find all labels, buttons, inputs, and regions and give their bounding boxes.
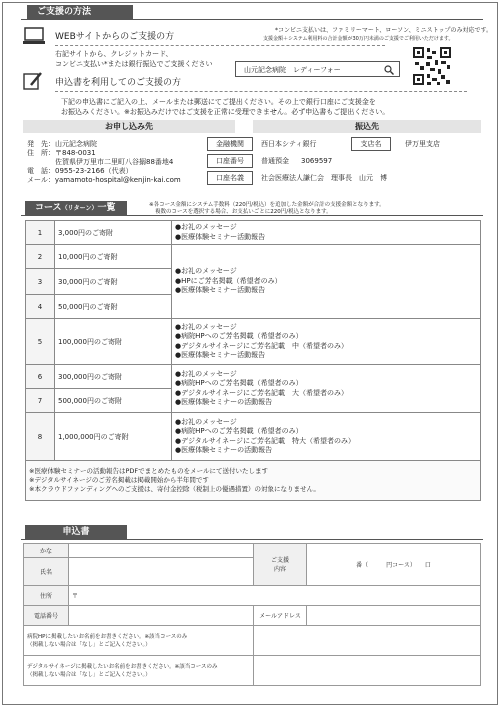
bank-label: 金融機関 xyxy=(207,137,253,151)
qr-code[interactable] xyxy=(413,47,451,85)
benefit-item: ●デジタルサイネージにご芳名記載 中（希望者のみ） xyxy=(175,341,348,350)
course-benefits xyxy=(172,319,481,365)
course-number: 8 xyxy=(26,413,55,461)
course-benefits xyxy=(172,413,481,461)
form-heading: 申込書を利用してのご支援の方 xyxy=(55,78,182,88)
footnote: ※本クラウドファンディングへのご支援は、寄付金控除（税制上の優遇措置）の対象になりません。 xyxy=(29,485,320,493)
search-icon xyxy=(384,65,394,75)
footnote-row xyxy=(26,461,481,501)
account-holder: 社会医療法人謙仁会 理事長 山元 博 xyxy=(261,174,387,182)
benefit-item: ●病院HPへのご芳名掲載（希望者のみ） xyxy=(175,379,303,387)
kana-input[interactable] xyxy=(69,544,254,558)
postal-mark: 〒 xyxy=(72,593,79,600)
holder-label: 口座名義 xyxy=(207,171,253,185)
account-label: 口座番号 xyxy=(207,154,253,168)
course-row xyxy=(26,365,481,389)
course-amount: 30,000円のご寄附 xyxy=(55,269,172,295)
address-label: 住所 xyxy=(24,586,69,606)
phone-number: 0955-23-2166（代表） xyxy=(55,167,133,175)
course-amount: 1,000,000円のご寄附 xyxy=(55,413,172,461)
course-table xyxy=(25,220,481,501)
course-number: 1 xyxy=(26,221,55,245)
course-row xyxy=(26,319,481,365)
courses-note-1: ※各コース金額にシステム手数料（220円/税込）を追加した金額が合計の支援金額となります。 xyxy=(149,202,385,208)
course-benefits xyxy=(172,221,481,245)
course-number: 3 xyxy=(26,269,55,295)
street-address: 佐賀県伊万里市二里町八谷搦88番地4 xyxy=(55,158,174,166)
apply-to-title: お申し込み先 xyxy=(23,120,235,133)
benefit-item: ●お礼のメッセージ xyxy=(175,369,237,378)
postal-code: 〒848-0031 xyxy=(55,149,96,157)
course-number: 6 xyxy=(26,365,55,389)
course-amount: 50,000円のご寄附 xyxy=(55,295,172,319)
computer-icon xyxy=(23,27,45,45)
course-amount: 10,000円のご寄附 xyxy=(55,245,172,269)
application-title: 申込書 xyxy=(25,525,127,539)
hp-name-text-2: （掲載しない場合は「なし」とご記入ください。） xyxy=(27,641,151,648)
email-link[interactable]: yamamoto-hospital@kenjin-kai.com xyxy=(54,176,181,184)
course-amount: 500,000円のご寄附 xyxy=(55,389,172,413)
benefit-item: ●病院HPへのご芳名掲載（希望者のみ） xyxy=(175,427,303,435)
dotted-divider xyxy=(55,91,467,92)
phone-input[interactable] xyxy=(69,606,254,626)
benefit-item: ●お礼のメッセージ xyxy=(175,223,237,231)
web-heading: WEBサイトからのご支援の方 xyxy=(55,32,175,42)
benefit-item: ●医療体験セミナー活動報告 xyxy=(175,286,266,295)
course-number: 5 xyxy=(26,319,55,365)
apply-label-email: メール： xyxy=(27,176,55,184)
course-row xyxy=(26,413,481,461)
form-instruction-1: 下記の申込書にご記入の上、メールまたは郵送にてご提出ください。その上で銀行口座にご支援金を xyxy=(61,98,376,106)
divider xyxy=(21,19,483,20)
application-form xyxy=(23,543,481,686)
benefit-item: ●お礼のメッセージ xyxy=(175,417,237,426)
hp-name-input[interactable] xyxy=(254,626,481,656)
web-methods-1: 右記サイトから、クレジットカード、 xyxy=(55,50,173,58)
search-box[interactable] xyxy=(235,61,400,77)
hospital-name: 山元記念病院 xyxy=(55,140,97,148)
email-input[interactable] xyxy=(307,606,481,626)
phone-label: 電話番号 xyxy=(24,606,69,626)
account-type: 普通預金 xyxy=(261,157,289,165)
course-amount: 3,000円のご寄附 xyxy=(55,221,172,245)
course-amount: 300,000円のご寄附 xyxy=(55,365,172,389)
course-input[interactable]: 番（ 円コース） 口 xyxy=(307,544,481,586)
email-label: メールアドレス xyxy=(254,606,307,626)
courses-title-main: コース xyxy=(35,203,62,213)
course-number: 2 xyxy=(26,245,55,269)
apply-label-address: 住 所： xyxy=(27,149,55,157)
courses-title xyxy=(25,201,127,216)
benefit-item: ●お礼のメッセージ xyxy=(175,267,237,276)
benefit-item: ●病院HPへのご芳名掲載（希望者のみ） xyxy=(175,332,303,340)
courses-title-sub: （リターン） xyxy=(61,205,98,212)
signage-name-text-1: デジタルサイネージに掲載したいお名前をお書きください。※該当コースのみ xyxy=(27,663,218,670)
form-instruction-2: お振込みください。※お振込みだけではご支援を正常に受理できません。必ず申込書もご提出ください。 xyxy=(61,108,390,116)
footnote: ※医療体験セミナーの活動報告はPDFでまとめたものをメールにて送付いたします xyxy=(29,467,268,475)
benefit-item: ●医療体験セミナーの活動報告 xyxy=(175,446,273,454)
benefit-item: ●医療体験セミナー活動報告 xyxy=(175,351,266,359)
divider xyxy=(21,539,483,540)
course-benefits xyxy=(172,365,481,413)
dotted-divider xyxy=(55,45,385,46)
signage-name-input[interactable] xyxy=(254,656,481,686)
footnote: ※デジタルサイネージのご芳名掲載は掲載開始から半年間です xyxy=(29,476,209,484)
apply-label-phone: 電 話： xyxy=(27,167,55,175)
branch-label: 支店名 xyxy=(351,137,391,151)
benefit-item: ●HPにご芳名掲載（希望者のみ） xyxy=(175,276,282,285)
course-label: ご支援 内容 xyxy=(254,544,307,586)
benefit-item: ●デジタルサイネージにご芳名記載 特大（希望者のみ） xyxy=(175,436,355,445)
course-row xyxy=(26,221,481,245)
benefit-item: ●お礼のメッセージ xyxy=(175,322,237,331)
address-input[interactable] xyxy=(69,586,481,606)
name-label: 氏名 xyxy=(24,558,69,586)
signage-name-instructions xyxy=(24,656,254,686)
course-amount: 100,000円のご寄附 xyxy=(55,319,172,365)
courses-note-2: 複数のコースを選択する場合、お支払いごとに220円/税込となります。 xyxy=(155,209,332,215)
course-number: 4 xyxy=(26,295,55,319)
transfer-to-title: 振込先 xyxy=(253,120,481,133)
support-section-title: ご支援の方法 xyxy=(27,5,133,19)
signage-name-text-2: （掲載しない場合は「なし」とご記入ください。） xyxy=(27,671,151,678)
pencil-form-icon xyxy=(23,71,43,91)
hp-name-text-1: 病院HPに掲載したいお名前をお書きください。※該当コースのみ xyxy=(27,633,188,640)
course-benefits xyxy=(172,245,481,319)
courses-title-suffix: 一覧 xyxy=(97,203,116,213)
web-methods-2: コンビニ支払い*または銀行振込でご支援ください xyxy=(55,60,213,68)
account-number: 3069597 xyxy=(301,157,333,165)
benefit-item: ●医療体験セミナーの活動報告 xyxy=(175,398,273,406)
apply-label-name: 発 先： xyxy=(27,140,55,148)
search-text: 山元記念病院 レディーフォー xyxy=(244,66,341,74)
web-note-1: *コンビニ支払いは、ファミリーマート、ローソン、ミニストップのみ対応です。 xyxy=(275,27,492,34)
benefit-item: ●デジタルサイネージにご芳名記載 大（希望者のみ） xyxy=(175,388,348,397)
bank-name: 西日本シティ銀行 xyxy=(261,140,317,148)
course-number: 7 xyxy=(26,389,55,413)
course-footnotes xyxy=(26,461,481,501)
branch-name: 伊万里支店 xyxy=(405,140,440,148)
kana-label: かな xyxy=(24,544,69,558)
web-note-2: 支援金額＋システム利用料の合計金額が30万円未満のご支援でご利用いただけます。 xyxy=(263,36,454,42)
page xyxy=(2,2,498,705)
course-row xyxy=(26,245,481,269)
hp-name-instructions xyxy=(24,626,254,656)
benefit-item: ●医療体験セミナー活動報告 xyxy=(175,232,266,241)
name-input[interactable] xyxy=(69,558,254,586)
